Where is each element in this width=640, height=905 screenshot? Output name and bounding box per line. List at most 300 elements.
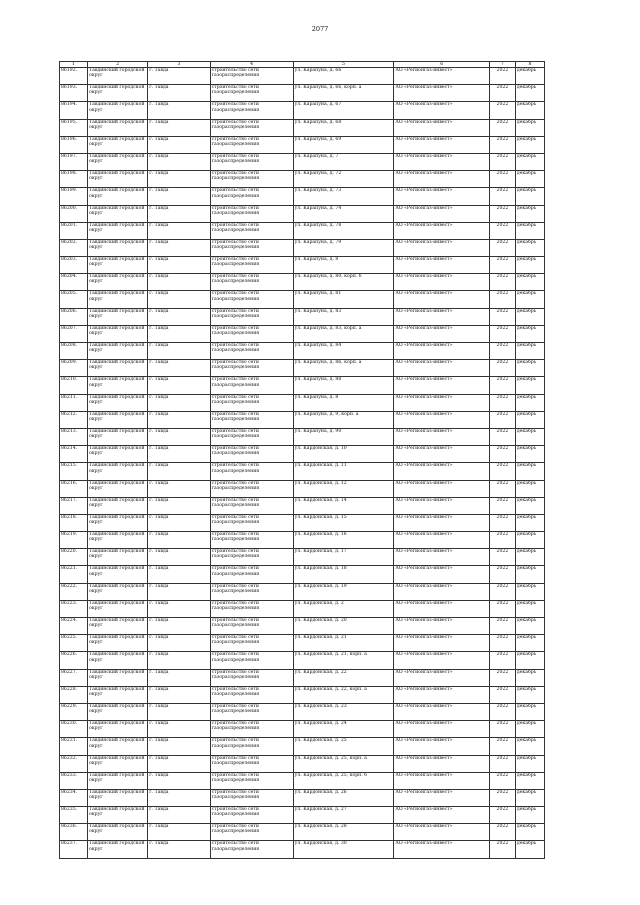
table-row [60, 738, 545, 755]
table-row [60, 205, 545, 222]
work-type-cell: строительство сети газораспределения [210, 497, 293, 514]
work-type-cell: строительство сети газораспределения [210, 119, 293, 136]
row-number: 86210. [60, 377, 88, 394]
month-cell: декабрь [515, 205, 544, 222]
row-number: 86222. [60, 583, 88, 600]
address-cell: ул. Карапуна, д. 81 [293, 291, 394, 308]
work-type-cell: строительство сети газораспределения [210, 291, 293, 308]
month-cell: декабрь [515, 738, 544, 755]
month-cell: декабрь [515, 721, 544, 738]
locality-cell: г. Тавда [148, 772, 210, 789]
district-cell: Тавдинский городской округ [88, 669, 148, 686]
work-type-cell: строительство сети газораспределения [210, 583, 293, 600]
locality-cell: г. Тавда [148, 274, 210, 291]
address-cell: ул. Кардонская, д. 21 [293, 635, 394, 652]
year-cell: 2022 [489, 136, 515, 153]
district-cell: Тавдинский городской округ [88, 703, 148, 720]
row-number: 86193. [60, 85, 88, 102]
work-type-cell: строительство сети газораспределения [210, 755, 293, 772]
locality-cell: г. Тавда [148, 446, 210, 463]
month-cell: декабрь [515, 360, 544, 377]
district-cell: Тавдинский городской округ [88, 549, 148, 566]
address-cell: ул. Карапуна, д. 69 [293, 136, 394, 153]
work-type-cell: строительство сети газораспределения [210, 807, 293, 824]
district-cell: Тавдинский городской округ [88, 68, 148, 85]
table-row [60, 703, 545, 720]
district-cell: Тавдинский городской округ [88, 325, 148, 342]
row-number: 86213. [60, 428, 88, 445]
locality-cell: г. Тавда [148, 703, 210, 720]
table-row [60, 119, 545, 136]
row-number: 86200. [60, 205, 88, 222]
work-type-cell: строительство сети газораспределения [210, 841, 293, 858]
work-type-cell: строительство сети газораспределения [210, 686, 293, 703]
table-row [60, 669, 545, 686]
column-header: 5 [293, 62, 394, 68]
year-cell: 2022 [489, 789, 515, 806]
month-cell: декабрь [515, 532, 544, 549]
month-cell: декабрь [515, 824, 544, 841]
work-type-cell: строительство сети газораспределения [210, 824, 293, 841]
column-header: 8 [515, 62, 544, 68]
table-row [60, 600, 545, 617]
operator-cell: АО «Регионгаз-инвест» [394, 291, 490, 308]
locality-cell: г. Тавда [148, 807, 210, 824]
operator-cell: АО «Регионгаз-инвест» [394, 789, 490, 806]
month-cell: декабрь [515, 841, 544, 858]
month-cell: декабрь [515, 514, 544, 531]
row-number: 86208. [60, 343, 88, 360]
row-number: 86206. [60, 308, 88, 325]
year-cell: 2022 [489, 686, 515, 703]
locality-cell: г. Тавда [148, 239, 210, 256]
district-cell: Тавдинский городской округ [88, 807, 148, 824]
column-header: 6 [394, 62, 490, 68]
month-cell: декабрь [515, 222, 544, 239]
work-type-cell: строительство сети газораспределения [210, 428, 293, 445]
table-row [60, 824, 545, 841]
table-row [60, 171, 545, 188]
month-cell: декабрь [515, 325, 544, 342]
row-number: 86201. [60, 222, 88, 239]
work-type-cell: строительство сети газораспределения [210, 772, 293, 789]
address-cell: ул. Карапуна, д. 8 [293, 394, 394, 411]
month-cell: декабрь [515, 428, 544, 445]
district-cell: Тавдинский городской округ [88, 532, 148, 549]
column-header: 3 [148, 62, 210, 68]
locality-cell: г. Тавда [148, 497, 210, 514]
locality-cell: г. Тавда [148, 652, 210, 669]
table-row [60, 85, 545, 102]
work-type-cell: строительство сети газораспределения [210, 600, 293, 617]
operator-cell: АО «Регионгаз-инвест» [394, 738, 490, 755]
row-number: 86232. [60, 755, 88, 772]
month-cell: декабрь [515, 446, 544, 463]
work-type-cell: строительство сети газораспределения [210, 257, 293, 274]
district-cell: Тавдинский городской округ [88, 738, 148, 755]
year-cell: 2022 [489, 377, 515, 394]
table-row [60, 102, 545, 119]
address-cell: ул. Кардонская, д. 30 [293, 841, 394, 858]
row-number: 86233. [60, 772, 88, 789]
table-row [60, 136, 545, 153]
district-cell: Тавдинский городской округ [88, 257, 148, 274]
locality-cell: г. Тавда [148, 669, 210, 686]
year-cell: 2022 [489, 566, 515, 583]
month-cell: декабрь [515, 755, 544, 772]
table-row [60, 343, 545, 360]
address-cell: ул. Карапуна, д. 83, корп. а [293, 325, 394, 342]
work-type-cell: строительство сети газораспределения [210, 102, 293, 119]
year-cell: 2022 [489, 205, 515, 222]
month-cell: декабрь [515, 308, 544, 325]
year-cell: 2022 [489, 463, 515, 480]
address-cell: ул. Кардонская, д. 16 [293, 532, 394, 549]
table-row [60, 807, 545, 824]
address-cell: ул. Кардонская, д. 17 [293, 549, 394, 566]
locality-cell: г. Тавда [148, 755, 210, 772]
locality-cell: г. Тавда [148, 738, 210, 755]
operator-cell: АО «Регионгаз-инвест» [394, 686, 490, 703]
address-cell: ул. Карапуна, д. 9, корп. а [293, 411, 394, 428]
locality-cell: г. Тавда [148, 635, 210, 652]
row-number: 86220. [60, 549, 88, 566]
row-number: 86212. [60, 411, 88, 428]
work-type-cell: строительство сети газораспределения [210, 669, 293, 686]
district-cell: Тавдинский городской округ [88, 343, 148, 360]
locality-cell: г. Тавда [148, 222, 210, 239]
operator-cell: АО «Регионгаз-инвест» [394, 377, 490, 394]
district-cell: Тавдинский городской округ [88, 772, 148, 789]
row-number: 86198. [60, 171, 88, 188]
operator-cell: АО «Регионгаз-инвест» [394, 360, 490, 377]
table-row [60, 188, 545, 205]
row-number: 86224. [60, 618, 88, 635]
work-type-cell: строительство сети газораспределения [210, 446, 293, 463]
row-number: 86230. [60, 721, 88, 738]
table-row [60, 549, 545, 566]
address-cell: ул. Карапуна, д. 67 [293, 102, 394, 119]
address-cell: ул. Кардонская, д. 25 [293, 738, 394, 755]
row-number: 86227. [60, 669, 88, 686]
table-row [60, 257, 545, 274]
year-cell: 2022 [489, 669, 515, 686]
district-cell: Тавдинский городской округ [88, 308, 148, 325]
locality-cell: г. Тавда [148, 721, 210, 738]
year-cell: 2022 [489, 583, 515, 600]
operator-cell: АО «Регионгаз-инвест» [394, 618, 490, 635]
work-type-cell: строительство сети газораспределения [210, 635, 293, 652]
table-row [60, 239, 545, 256]
table-row [60, 497, 545, 514]
row-number: 86234. [60, 789, 88, 806]
year-cell: 2022 [489, 239, 515, 256]
district-cell: Тавдинский городской округ [88, 652, 148, 669]
row-number: 86192. [60, 68, 88, 85]
month-cell: декабрь [515, 171, 544, 188]
work-type-cell: строительство сети газораспределения [210, 652, 293, 669]
table-row [60, 583, 545, 600]
table-row [60, 377, 545, 394]
table-row [60, 446, 545, 463]
table-row [60, 841, 545, 858]
locality-cell: г. Тавда [148, 549, 210, 566]
locality-cell: г. Тавда [148, 377, 210, 394]
district-cell: Тавдинский городской округ [88, 463, 148, 480]
year-cell: 2022 [489, 360, 515, 377]
address-cell: ул. Кардонская, д. 22 [293, 669, 394, 686]
operator-cell: АО «Регионгаз-инвест» [394, 583, 490, 600]
district-cell: Тавдинский городской округ [88, 274, 148, 291]
month-cell: декабрь [515, 789, 544, 806]
work-type-cell: строительство сети газораспределения [210, 343, 293, 360]
district-cell: Тавдинский городской округ [88, 446, 148, 463]
locality-cell: г. Тавда [148, 257, 210, 274]
operator-cell: АО «Регионгаз-инвест» [394, 308, 490, 325]
row-number: 86231. [60, 738, 88, 755]
address-cell: ул. Карапуна, д. 84 [293, 343, 394, 360]
operator-cell: АО «Регионгаз-инвест» [394, 222, 490, 239]
address-cell: ул. Кардонская, д. 28 [293, 824, 394, 841]
address-cell: ул. Карапуна, д. 86, корп. а [293, 360, 394, 377]
address-cell: ул. Кардонская, д. 11 [293, 463, 394, 480]
month-cell: декабрь [515, 772, 544, 789]
table-row [60, 532, 545, 549]
table-row [60, 755, 545, 772]
work-type-cell: строительство сети газораспределения [210, 738, 293, 755]
row-number: 86226. [60, 652, 88, 669]
table-row [60, 360, 545, 377]
address-cell: ул. Карапуна, д. 78 [293, 222, 394, 239]
locality-cell: г. Тавда [148, 308, 210, 325]
year-cell: 2022 [489, 411, 515, 428]
work-type-cell: строительство сети газораспределения [210, 394, 293, 411]
district-cell: Тавдинский городской округ [88, 222, 148, 239]
month-cell: декабрь [515, 291, 544, 308]
year-cell: 2022 [489, 738, 515, 755]
locality-cell: г. Тавда [148, 68, 210, 85]
address-cell: ул. Кардонская, д. 25, корп. б [293, 772, 394, 789]
operator-cell: АО «Регионгаз-инвест» [394, 841, 490, 858]
year-cell: 2022 [489, 446, 515, 463]
table-row [60, 291, 545, 308]
year-cell: 2022 [489, 222, 515, 239]
district-cell: Тавдинский городской округ [88, 497, 148, 514]
locality-cell: г. Тавда [148, 325, 210, 342]
table-row [60, 428, 545, 445]
table-row [60, 153, 545, 170]
year-cell: 2022 [489, 600, 515, 617]
operator-cell: АО «Регионгаз-инвест» [394, 136, 490, 153]
year-cell: 2022 [489, 119, 515, 136]
table-row [60, 566, 545, 583]
column-header: 1 [60, 62, 88, 68]
page-number: 2077 [311, 25, 329, 33]
table-row [60, 394, 545, 411]
locality-cell: г. Тавда [148, 136, 210, 153]
work-type-cell: строительство сети газораспределения [210, 411, 293, 428]
month-cell: декабрь [515, 343, 544, 360]
locality-cell: г. Тавда [148, 85, 210, 102]
locality-cell: г. Тавда [148, 618, 210, 635]
year-cell: 2022 [489, 85, 515, 102]
row-number: 86196. [60, 136, 88, 153]
district-cell: Тавдинский городской округ [88, 205, 148, 222]
column-header: 2 [88, 62, 148, 68]
locality-cell: г. Тавда [148, 188, 210, 205]
month-cell: декабрь [515, 239, 544, 256]
address-cell: ул. Кардонская, д. 2 [293, 600, 394, 617]
year-cell: 2022 [489, 480, 515, 497]
row-number: 86223. [60, 600, 88, 617]
row-number: 86217. [60, 497, 88, 514]
address-cell: ул. Карапуна, д. 90 [293, 428, 394, 445]
address-cell: ул. Кардонская, д. 14 [293, 497, 394, 514]
row-number: 86199. [60, 188, 88, 205]
year-cell: 2022 [489, 102, 515, 119]
operator-cell: АО «Регионгаз-инвест» [394, 446, 490, 463]
month-cell: декабрь [515, 257, 544, 274]
table-row [60, 686, 545, 703]
district-cell: Тавдинский городской округ [88, 789, 148, 806]
operator-cell: АО «Регионгаз-инвест» [394, 239, 490, 256]
work-type-cell: строительство сети газораспределения [210, 789, 293, 806]
address-cell: ул. Кардонская, д. 26 [293, 789, 394, 806]
operator-cell: АО «Регионгаз-инвест» [394, 68, 490, 85]
district-cell: Тавдинский городской округ [88, 291, 148, 308]
work-type-cell: строительство сети газораспределения [210, 239, 293, 256]
district-cell: Тавдинский городской округ [88, 239, 148, 256]
row-number: 86207. [60, 325, 88, 342]
work-type-cell: строительство сети газораспределения [210, 618, 293, 635]
year-cell: 2022 [489, 549, 515, 566]
address-cell: ул. Карапуна, д. 83 [293, 308, 394, 325]
table-row [60, 480, 545, 497]
operator-cell: АО «Регионгаз-инвест» [394, 343, 490, 360]
work-type-cell: строительство сети газораспределения [210, 514, 293, 531]
month-cell: декабрь [515, 480, 544, 497]
operator-cell: АО «Регионгаз-инвест» [394, 721, 490, 738]
work-type-cell: строительство сети газораспределения [210, 549, 293, 566]
year-cell: 2022 [489, 841, 515, 858]
operator-cell: АО «Регионгаз-инвест» [394, 652, 490, 669]
month-cell: декабрь [515, 394, 544, 411]
year-cell: 2022 [489, 325, 515, 342]
district-cell: Тавдинский городской округ [88, 583, 148, 600]
work-type-cell: строительство сети газораспределения [210, 188, 293, 205]
district-cell: Тавдинский городской округ [88, 841, 148, 858]
year-cell: 2022 [489, 291, 515, 308]
district-cell: Тавдинский городской округ [88, 136, 148, 153]
table-row [60, 68, 545, 85]
district-cell: Тавдинский городской округ [88, 188, 148, 205]
month-cell: декабрь [515, 652, 544, 669]
year-cell: 2022 [489, 171, 515, 188]
locality-cell: г. Тавда [148, 394, 210, 411]
month-cell: декабрь [515, 600, 544, 617]
month-cell: декабрь [515, 703, 544, 720]
operator-cell: АО «Регионгаз-инвест» [394, 428, 490, 445]
month-cell: декабрь [515, 463, 544, 480]
operator-cell: АО «Регионгаз-инвест» [394, 497, 490, 514]
row-number: 86204. [60, 274, 88, 291]
year-cell: 2022 [489, 153, 515, 170]
row-number: 86229. [60, 703, 88, 720]
address-cell: ул. Карапуна, д. 7 [293, 153, 394, 170]
district-cell: Тавдинский городской округ [88, 171, 148, 188]
operator-cell: АО «Регионгаз-инвест» [394, 325, 490, 342]
table-row [60, 325, 545, 342]
operator-cell: АО «Регионгаз-инвест» [394, 755, 490, 772]
district-cell: Тавдинский городской округ [88, 635, 148, 652]
row-number: 86197. [60, 153, 88, 170]
address-cell: ул. Карапуна, д. 88 [293, 377, 394, 394]
address-cell: ул. Карапуна, д. 80, корп. б [293, 274, 394, 291]
district-cell: Тавдинский городской округ [88, 686, 148, 703]
month-cell: декабрь [515, 102, 544, 119]
table-row [60, 772, 545, 789]
district-cell: Тавдинский городской округ [88, 618, 148, 635]
year-cell: 2022 [489, 652, 515, 669]
locality-cell: г. Тавда [148, 102, 210, 119]
table-row [60, 411, 545, 428]
address-cell: ул. Кардонская, д. 27 [293, 807, 394, 824]
operator-cell: АО «Регионгаз-инвест» [394, 480, 490, 497]
operator-cell: АО «Регионгаз-инвест» [394, 532, 490, 549]
locality-cell: г. Тавда [148, 566, 210, 583]
row-number: 86194. [60, 102, 88, 119]
locality-cell: г. Тавда [148, 343, 210, 360]
row-number: 86205. [60, 291, 88, 308]
row-number: 86237. [60, 841, 88, 858]
row-number: 86203. [60, 257, 88, 274]
year-cell: 2022 [489, 428, 515, 445]
row-number: 86235. [60, 807, 88, 824]
address-cell: ул. Кардонская, д. 12 [293, 480, 394, 497]
row-number: 86221. [60, 566, 88, 583]
locality-cell: г. Тавда [148, 291, 210, 308]
operator-cell: АО «Регионгаз-инвест» [394, 635, 490, 652]
month-cell: декабрь [515, 549, 544, 566]
operator-cell: АО «Регионгаз-инвест» [394, 85, 490, 102]
table-row [60, 463, 545, 480]
address-cell: ул. Кардонская, д. 19 [293, 583, 394, 600]
month-cell: декабрь [515, 377, 544, 394]
year-cell: 2022 [489, 497, 515, 514]
work-type-cell: строительство сети газораспределения [210, 532, 293, 549]
row-number: 86236. [60, 824, 88, 841]
table-row [60, 635, 545, 652]
table-row [60, 222, 545, 239]
district-cell: Тавдинский городской округ [88, 394, 148, 411]
operator-cell: АО «Регионгаз-инвест» [394, 102, 490, 119]
work-type-cell: строительство сети газораспределения [210, 360, 293, 377]
operator-cell: АО «Регионгаз-инвест» [394, 514, 490, 531]
table-row [60, 652, 545, 669]
month-cell: декабрь [515, 497, 544, 514]
row-number: 86209. [60, 360, 88, 377]
row-number: 86228. [60, 686, 88, 703]
address-cell: ул. Карапуна, д. 72 [293, 171, 394, 188]
locality-cell: г. Тавда [148, 119, 210, 136]
district-cell: Тавдинский городской округ [88, 600, 148, 617]
locality-cell: г. Тавда [148, 411, 210, 428]
operator-cell: АО «Регионгаз-инвест» [394, 669, 490, 686]
locality-cell: г. Тавда [148, 480, 210, 497]
locality-cell: г. Тавда [148, 686, 210, 703]
district-cell: Тавдинский городской округ [88, 428, 148, 445]
row-number: 86214. [60, 446, 88, 463]
